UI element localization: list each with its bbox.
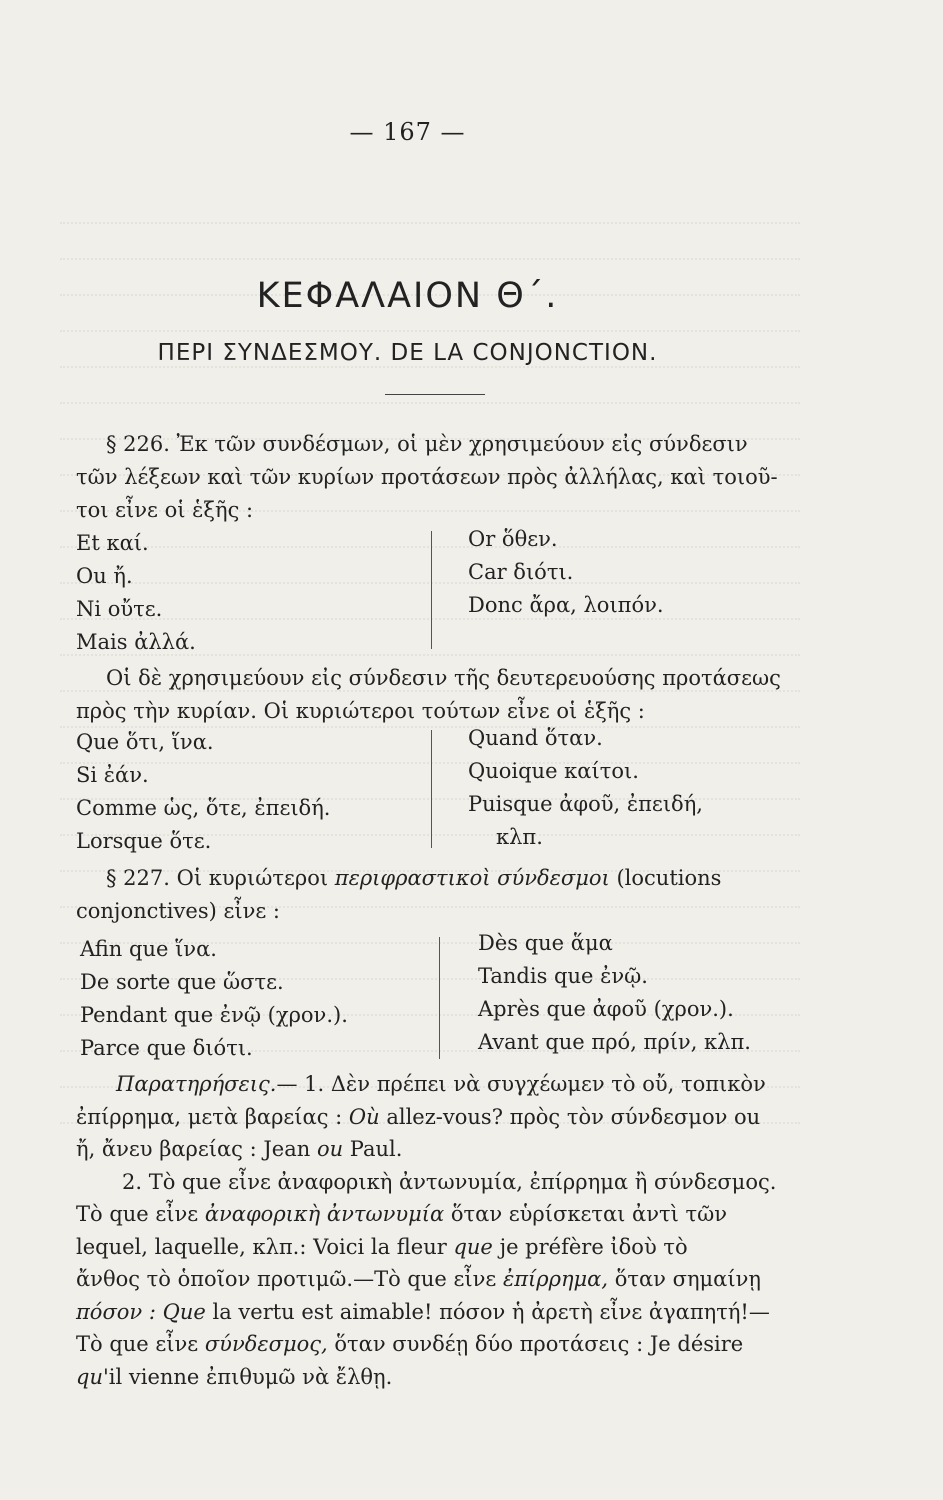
text-line — [76, 1068, 796, 1101]
chapter-title: ΚΕΦΑΛΑΙΟΝ Θ΄. — [256, 276, 559, 316]
column-divider — [431, 730, 432, 848]
text-line — [76, 428, 796, 461]
table-row: Donc ἄρα, λοιπόν. — [468, 593, 664, 617]
table-row: Après que ἀφοῦ (χρον.). — [478, 997, 734, 1021]
table-row: Dès que ἅμα — [478, 931, 613, 955]
text-span: ἤ, ἄνευ βαρείας : Jean — [76, 1137, 311, 1161]
remarks — [76, 1068, 796, 1393]
left-column — [80, 933, 348, 1065]
table-row: Tandis que ἐνῷ. — [478, 964, 648, 988]
table-row: Puisque ἀφοῦ, ἐπειδή, — [468, 792, 703, 816]
table-row: Or ὅθεν. — [468, 527, 558, 551]
text-span: — 1. Δὲν πρέπει νὰ συγχέωμεν τὸ οὔ, τοπικὸν — [276, 1072, 766, 1096]
text-span: allez-vous? πρὸς τὸν σύνδεσμον ou — [386, 1104, 761, 1129]
section-number: § 227. — [106, 866, 170, 890]
section-226-intro — [76, 428, 796, 527]
text-line: τοι εἶνε οἱ ἑξῆς : — [76, 498, 254, 522]
text-line: Οἱ δὲ χρησιμεύουν εἰς σύνδεσιν τῆς δευτερευούσης προτάσεως — [106, 666, 781, 690]
conjunction-table-2 — [76, 726, 796, 860]
text-span: ἐπίρρημα, μετὰ βαρείας : — [76, 1104, 343, 1129]
text-span: il vienne ἐπιθυμῶ νὰ ἔλθῃ. — [108, 1364, 393, 1389]
text-line: conjonctives) εἶνε : — [76, 899, 280, 923]
table-row: κλπ. — [496, 825, 543, 849]
chapter-subtitle: ΠΕΡΙ ΣΥΝΔΕΣΜΟΥ. DE LA CONJONCTION. — [157, 340, 658, 366]
conjunction-table-1 — [76, 527, 796, 661]
italic-term: περιφραστικοὶ σύνδεσμοι — [334, 866, 610, 890]
subordinate-intro — [76, 662, 796, 728]
right-column — [468, 523, 664, 622]
table-row: Ou ἤ. — [76, 564, 133, 588]
table-row: Parce que διότι. — [80, 1036, 253, 1060]
page-number: — 167 — — [349, 118, 466, 146]
text-span: que — [453, 1234, 493, 1259]
text-line: τῶν λέξεων καὶ τῶν κυρίων προτάσεων πρὸς ἀλλήλας, καὶ τοιοῦ- — [76, 465, 778, 489]
text-line — [76, 1133, 796, 1166]
text-line: 2. Τὸ que εἶνε ἀναφορικὴ ἀντωνυμία, ἐπίρρημα ἢ σύνδεσμος. — [122, 1169, 777, 1194]
table-row: Et καί. — [76, 531, 149, 555]
text-span: ou — [316, 1137, 344, 1161]
table-row: Avant que πρό, πρίν, κλπ. — [478, 1030, 751, 1054]
text-line — [76, 1361, 796, 1394]
text-line — [76, 1101, 796, 1134]
text-span: Ἐκ τῶν συνδέσμων, οἱ μὲν χρησιμεύουν εἰς σύνδεσιν — [176, 432, 748, 456]
text-line — [76, 1263, 796, 1296]
text-line — [76, 1198, 796, 1231]
text-span: (locutions — [616, 866, 722, 890]
text-span: Que — [162, 1299, 206, 1324]
text-span: Τὸ que εἶνε — [76, 1332, 199, 1356]
table-row: Afin que ἵνα. — [80, 937, 217, 961]
table-row: Quoique καίτοι. — [468, 759, 639, 783]
left-column — [76, 527, 196, 659]
text-span: Où — [348, 1104, 380, 1129]
text-line — [76, 1296, 796, 1329]
section-number: § 226. — [106, 432, 170, 456]
table-row: Mais ἀλλά. — [76, 630, 196, 654]
text-span: je préfère ἰδοὺ τὸ — [499, 1234, 688, 1259]
text-line — [76, 1231, 796, 1264]
text-span: la vertu est aimable! πόσον ἡ ἀρετὴ εἶνε ἀγαπητή!— — [212, 1299, 770, 1324]
text-span: σύνδεσμος, — [204, 1332, 328, 1356]
table-row: Car διότι. — [468, 560, 574, 584]
text-span: ἐπίρρημα, — [502, 1267, 609, 1291]
conjunction-table-3 — [76, 933, 796, 1067]
table-row: Quand ὅταν. — [468, 726, 603, 750]
text-span: lequel, laquelle, κλπ.: Voici la fleur — [76, 1234, 447, 1259]
column-divider — [439, 937, 440, 1059]
text-span: ὅταν συνδέῃ δύο προτάσεις : Je désire — [334, 1332, 744, 1356]
text-line — [76, 1328, 796, 1361]
text-span: qu' — [76, 1364, 109, 1389]
text-span: Paul. — [349, 1137, 403, 1161]
text-span: Τὸ que εἶνε — [76, 1202, 199, 1226]
text-span: Οἱ κυριώτεροι — [176, 866, 329, 890]
text-span: ὅταν σημαίνῃ — [614, 1267, 761, 1291]
text-span: ὅταν εὑρίσκεται ἀντὶ τῶν — [450, 1202, 728, 1226]
left-column — [76, 726, 330, 858]
table-row: Lorsque ὅτε. — [76, 829, 212, 853]
text-line: πρὸς τὴν κυρίαν. Οἱ κυριώτεροι τούτων εἶνε οἱ ἑξῆς : — [76, 699, 645, 723]
table-row: Pendant que ἐνῷ (χρον.). — [80, 1003, 348, 1027]
table-row: De sorte que ὥστε. — [80, 970, 284, 994]
text-span: ἄνθος τὸ ὁποῖον προτιμῶ.—Τὸ que εἶνε — [76, 1267, 497, 1291]
remarks-heading: Παρατηρήσεις. — [116, 1072, 277, 1096]
table-row: Comme ὡς, ὅτε, ἐπειδή. — [76, 796, 331, 820]
text-span: πόσον : — [76, 1299, 156, 1324]
column-divider — [431, 531, 432, 649]
right-column — [468, 722, 703, 854]
text-line — [76, 862, 796, 895]
table-row: Si ἐάν. — [76, 763, 149, 787]
table-row: Que ὅτι, ἵνα. — [76, 730, 214, 754]
title-rule — [385, 394, 485, 395]
text-span: ἀναφορικὴ ἀντωνυμία — [204, 1202, 445, 1226]
section-227-intro — [76, 862, 796, 928]
right-column — [478, 927, 751, 1059]
table-row: Ni οὔτε. — [76, 597, 163, 621]
